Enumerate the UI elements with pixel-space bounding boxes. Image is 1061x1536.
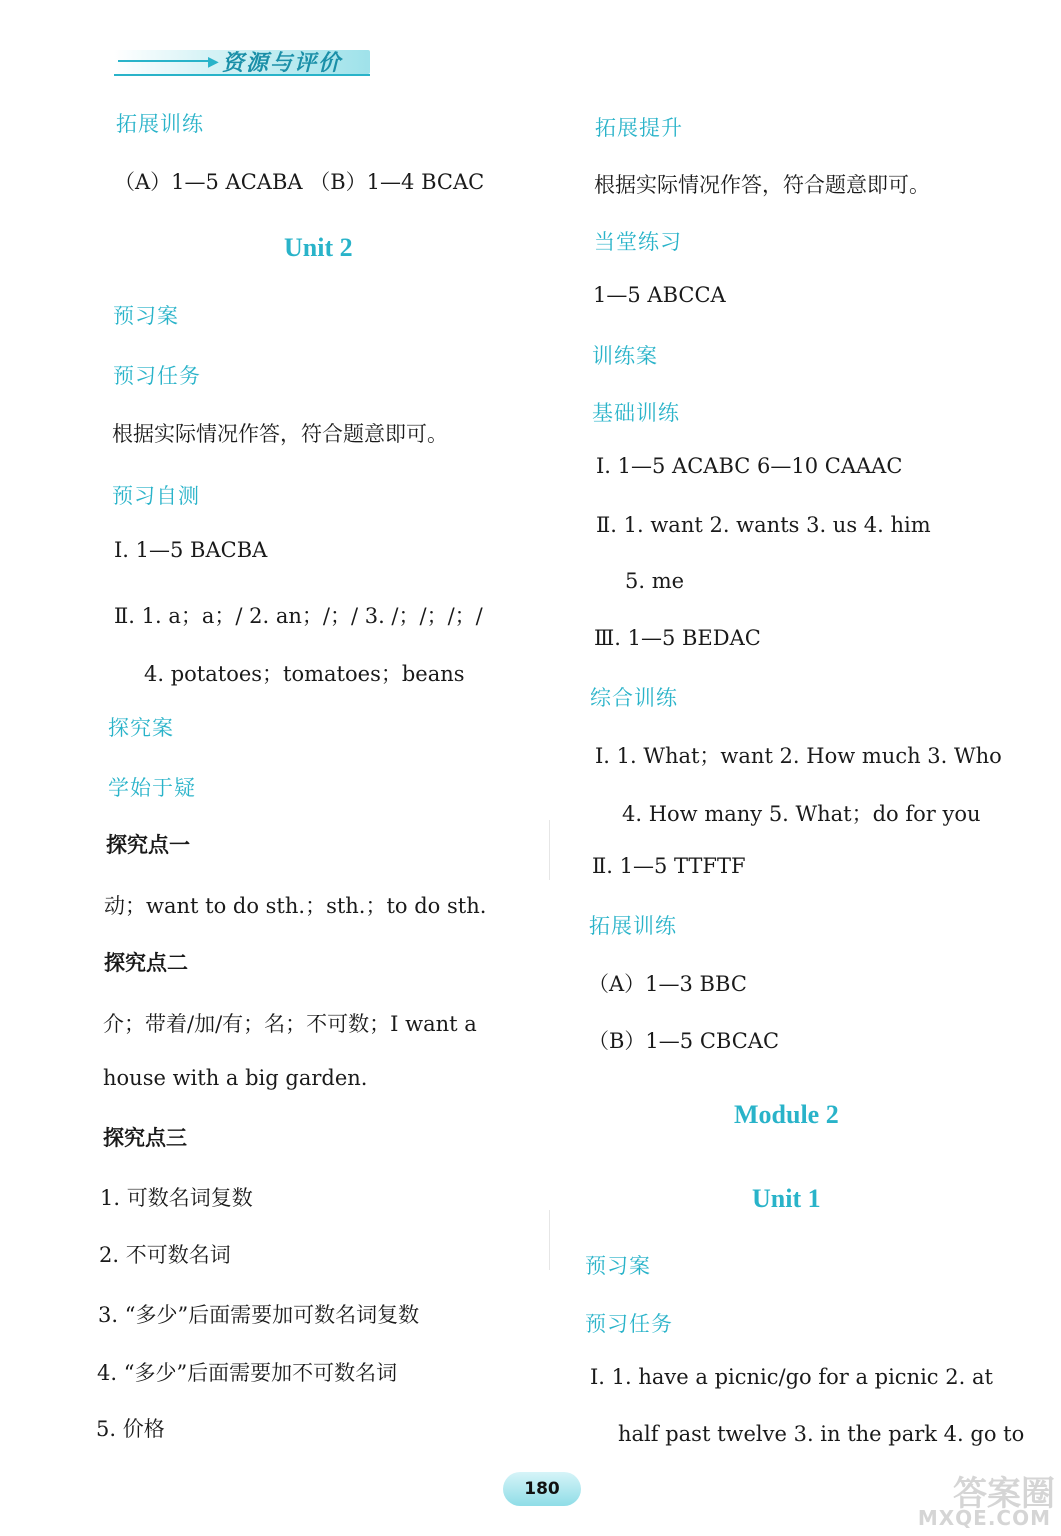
right-answer-line: 5. me (625, 569, 685, 593)
right-answer-line: 1—5 ABCCA (593, 283, 726, 307)
header-banner (114, 40, 370, 78)
banner-arrow (118, 60, 210, 62)
left-answer-line: 介；带着/加/有；名；不可数；I want a (103, 1012, 477, 1036)
right-module-heading: Module 2 (734, 1100, 839, 1129)
right-answer-line: （A）1—3 BBC (588, 972, 747, 996)
left-section-label: 预习任务 (113, 364, 201, 388)
right-answer-line: Ⅰ. 1—5 ACABC 6—10 CAAAC (596, 454, 903, 478)
watermark (905, 1466, 1055, 1536)
right-answer-line: （B）1—5 CBCAC (588, 1029, 780, 1053)
left-answer-line: 2. 不可数名词 (99, 1243, 231, 1267)
page-number: 180 (503, 1472, 581, 1506)
left-answer-line: house with a big garden. (103, 1066, 368, 1090)
left-answer-line: Ⅱ. 1. a；a；/ 2. an；/；/ 3. /；/；/；/ (114, 604, 483, 628)
right-answer-line: Ⅱ. 1. want 2. wants 3. us 4. him (596, 513, 931, 537)
right-section-label: 预习任务 (585, 1312, 673, 1336)
left-subheading: 探究点一 (106, 833, 190, 857)
left-answer-line: 4. “多少”后面需要加不可数名词 (97, 1361, 398, 1385)
right-section-label: 当堂练习 (594, 230, 682, 254)
left-answer-line: 3. “多少”后面需要加可数名词复数 (98, 1303, 420, 1327)
right-section-label: 预习案 (585, 1254, 651, 1278)
left-answer-line: （A）1—5 ACABA （B）1—4 BCAC (114, 170, 485, 194)
column-divider (549, 820, 550, 880)
right-answer-line: Ⅰ. 1. What；want 2. How much 3. Who (595, 744, 1002, 768)
right-section-label: 综合训练 (590, 686, 678, 710)
left-section-label: 拓展训练 (116, 112, 204, 136)
left-answer-line: 动；want to do sth.；sth.；to do sth. (104, 894, 487, 918)
right-answer-line: 根据实际情况作答，符合题意即可。 (594, 173, 930, 197)
watermark-url: MXQE.COM (917, 1506, 1051, 1530)
banner-title: 资源与评价 (222, 51, 343, 76)
right-answer-line: Ⅱ. 1—5 TTFTF (592, 854, 746, 878)
left-subheading: 探究点二 (104, 951, 188, 975)
right-section-label: 训练案 (592, 344, 658, 368)
right-answer-line: 4. How many 5. What；do for you (622, 802, 981, 826)
right-answer-line: Ⅲ. 1—5 BEDAC (594, 626, 761, 650)
right-unit-heading: Unit 1 (752, 1184, 821, 1213)
column-divider (549, 1210, 550, 1270)
left-subheading: 探究点三 (103, 1126, 187, 1150)
left-unit-heading: Unit 2 (284, 233, 353, 262)
left-answer-line: 根据实际情况作答，符合题意即可。 (112, 422, 448, 446)
left-section-label: 学始于疑 (108, 776, 196, 800)
left-section-label: 预习自测 (112, 484, 200, 508)
right-answer-line: Ⅰ. 1. have a picnic/go for a picnic 2. at (590, 1365, 993, 1389)
left-answer-line: 4. potatoes；tomatoes；beans (144, 662, 465, 686)
right-answer-line: half past twelve 3. in the park 4. go to (618, 1422, 1025, 1446)
right-section-label: 基础训练 (592, 401, 680, 425)
right-section-label: 拓展训练 (589, 914, 677, 938)
left-answer-line: 1. 可数名词复数 (100, 1186, 253, 1210)
left-answer-line: 5. 价格 (96, 1417, 165, 1441)
right-section-label: 拓展提升 (595, 116, 683, 140)
watermark-text: 答案圈 (953, 1474, 1055, 1514)
left-section-label: 预习案 (113, 304, 179, 328)
left-answer-line: Ⅰ. 1—5 BACBA (114, 538, 268, 562)
arrow-right-icon: ▶ (208, 54, 219, 70)
left-section-label: 探究案 (108, 716, 174, 740)
